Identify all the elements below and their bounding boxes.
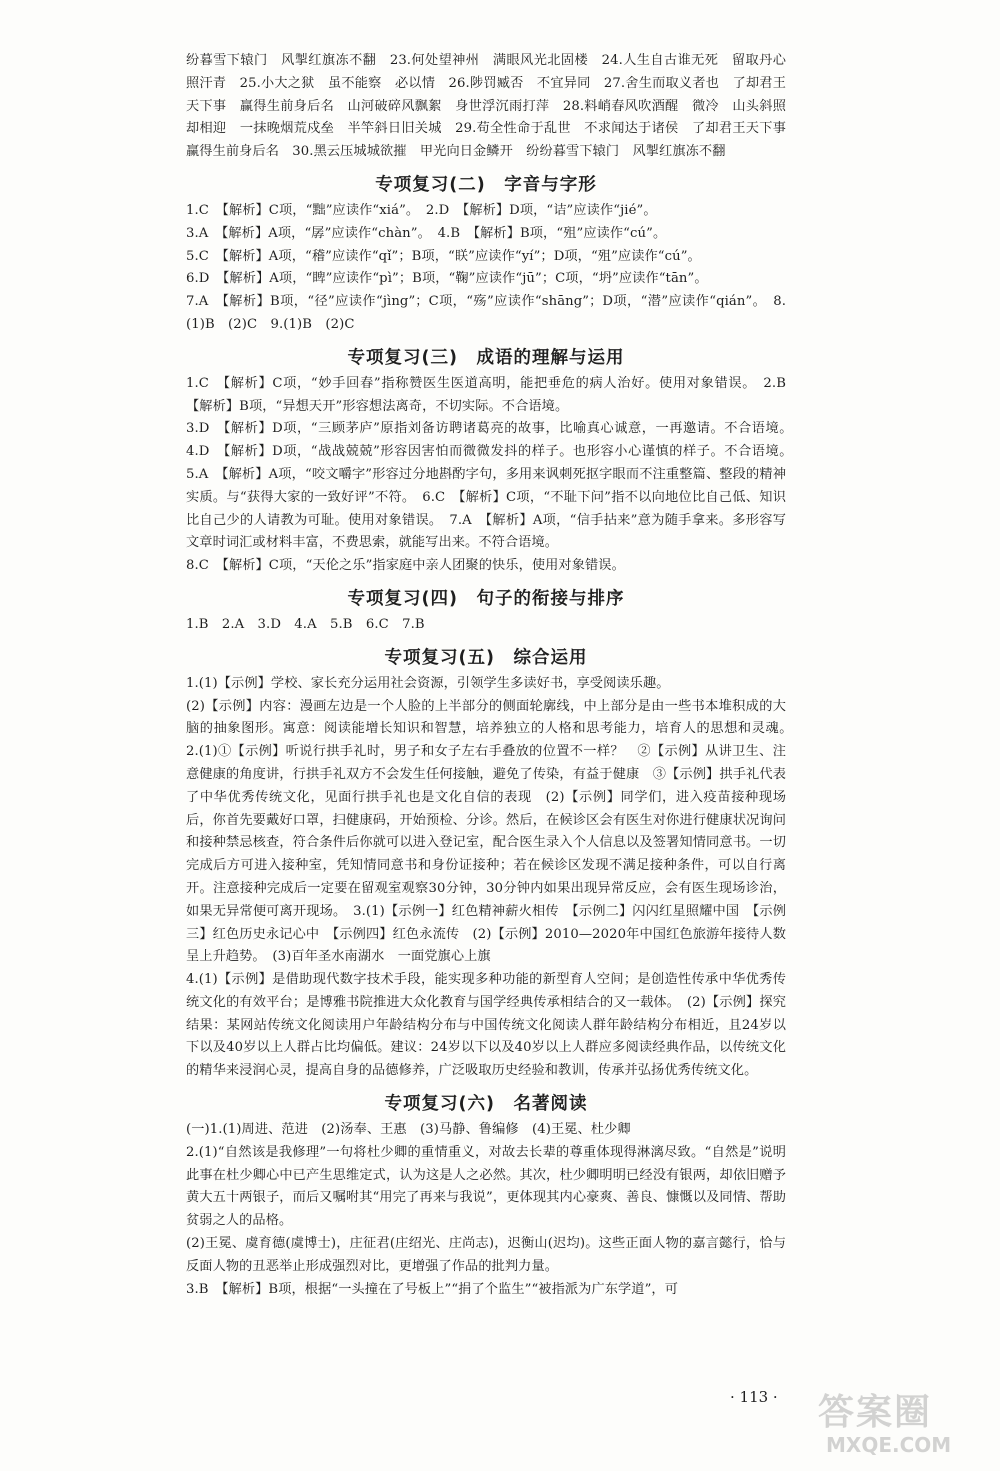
section-title: 专项复习(四) 句子的衔接与排序 bbox=[347, 588, 625, 609]
answer-paragraph: 1.C 【解析】C项，“妙手回春”指称赞医生医道高明，能把垂危的病人治好。使用对象错误。 2.B 【解析】B项，“异想天开”形容想法离奇，不切实际。不合语境。 bbox=[186, 375, 800, 414]
answer-paragraph: 1.(1)【示例】学校、家长充分运用社会资源，引领学生多读好书，享受阅读乐趣。 bbox=[186, 675, 670, 691]
section-5 bbox=[186, 644, 800, 1083]
section-6 bbox=[186, 1090, 786, 1301]
answer-paragraph: 8.C 【解析】C项，“天伦之乐”指家庭中亲人团聚的快乐，使用对象错误。 bbox=[186, 558, 625, 574]
section-title: 专项复习(三) 成语的理解与运用 bbox=[347, 347, 625, 368]
answer-paragraph: 1.C 【解析】C项，“黜”应读作“xiá”。 2.D 【解析】D项，“诘”应读作“jié”。 bbox=[186, 202, 657, 218]
section-title: 专项复习(五) 综合运用 bbox=[384, 647, 588, 668]
answer-paragraph: 5.C 【解析】A项，“稽”应读作“qǐ”；B项，“眹”应读作“yí”；D项，“殂”应读作“cú”。 bbox=[186, 248, 701, 264]
intro-paragraph: 纷暮雪下辕门 风掣红旗冻不翻 23.何处望神州 满眼风光北固楼 24.人生自古谁无死 留取丹心照汗青 25.小大之狱 虽不能察 必以情 26.陟罚臧否 不宜异同 27.舍生而取义者也 了却君王天下事 赢得生前身后名 山河破碎风飘絮 身世浮沉雨打萍 28.料峭春风吹酒醒 微冷 山头斜照却相迎 一抹晚烟荒戍垒 半竿斜日旧关城 29.苟全性命于乱世 不求闻达于诸侯 了却君王天下事 赢得生前身后名 30.黑云压城城欲摧 甲光向日金鳞开 纷纷暮雪下辕门 风掣红旗冻不翻 bbox=[186, 53, 800, 160]
page-number: · 113 · bbox=[730, 1388, 778, 1406]
section-3 bbox=[186, 344, 800, 578]
answer-paragraph: (一)1.(1)周进、范进 (2)汤奉、王惠 (3)马静、鲁编修 (4)王冕、杜少卿 bbox=[186, 1122, 631, 1138]
answer-paragraph: 1.B 2.A 3.D 4.A 5.B 6.C 7.B bbox=[186, 616, 425, 632]
answer-paragraph: 2.(1)“自然该是我修理”一句将杜少卿的重情重义，对故去长辈的尊重体现得淋漓尽致。“自然是”说明此事在杜少卿心中已产生思维定式，认为这是人之必然。其次，杜少卿明明已经没有银两，却依旧赠予黄大五十两银子，而后又嘱咐其“用完了再来与我说”，更体现其内心豪爽、善良、慷慨以及同情、帮助贫弱之人的品格。 bbox=[186, 1144, 786, 1229]
answer-paragraph: 3.A 【解析】A项，“孱”应读作“chàn”。 4.B 【解析】B项，“殂”应读作“cú”。 bbox=[186, 225, 667, 241]
section-4 bbox=[186, 585, 786, 637]
watermark-logo bbox=[818, 1393, 988, 1468]
answer-paragraph: 7.A 【解析】B项，“径”应读作“jìng”；C项，“殇”应读作“shāng”；D项，“潜”应读作“qián”。 8.(1)B (2)C 9.(1)B (2)C bbox=[186, 294, 786, 332]
answer-paragraph: 3.B 【解析】B项，根据“一头撞在了号板上”“捐了个监生”“被指派为广东学道”，可 bbox=[186, 1281, 679, 1297]
answer-paragraph: (2)【示例】内容：漫画左边是一个人脸的上半部分的侧面轮廓线，中上部分是由一些书本堆积成的大脑的抽象图形。寓意：阅读能增长知识和智慧，培养独立的人格和思考能力，培育人的思想和灵魂。 2.(1)①【示例】听说行拱手礼时，男子和女子左右手叠放的位置不一样？ ②【示例】从讲卫生、注意健康的角度讲，行拱手礼双方不会发生任何接触，避免了传染，有益于健康 ③【示例】拱手礼代表了中华优秀传统文化，见面行拱手礼也是文化自信的表现 (2)【示例】同学们，进入疫苗接种现场后，你首先要戴好口罩，扫健康码，开始预检、分诊。然后，在候诊区会有医生对你进行健康状况询问和接种禁忌核查，符合条件后你就可以进入登记室，配合医生录入个人信息以及签署知情同意书。一切完成后方可进入接种室，凭知情同意书和身份证接种；若在候诊区发现不满足接种条件，可以自行离开。注意接种完成后一定要在留观室观察30分钟，30分钟内如果出现异常反应，会有医生现场诊治，如果无异常便可离开现场。 3.(1)【示例一】红色精神薪火相传 【示例二】闪闪红星照耀中国 【示例三】红色历史永记心中 【示例四】红色永流传 (2)【示例】2010—2020年中国红色旅游年接待人数呈上升趋势。 (3)百年圣水南湖水 一面党旗心上旗 bbox=[186, 698, 800, 965]
answer-paragraph: (2)王冕、虞育德(虞博士)，庄征君(庄绍光、庄尚志)，迟衡山(迟均)。这些正面人物的嘉言懿行，恰与反面人物的丑恶举止形成强烈对比，更增强了作品的批判力量。 bbox=[186, 1236, 786, 1274]
watermark-url: MXQE.COM bbox=[826, 1433, 952, 1457]
section-title: 专项复习(二) 字音与字形 bbox=[375, 174, 597, 195]
page-content bbox=[186, 50, 800, 1301]
section-2 bbox=[186, 171, 786, 337]
section-title: 专项复习(六) 名著阅读 bbox=[384, 1094, 588, 1115]
answer-paragraph: 3.D 【解析】D项，“三顾茅庐”原指刘备访聘诸葛亮的故事，比喻真心诚意，一再邀请。不合语境。 4.D 【解析】D项，“战战兢兢”形容因害怕而微微发抖的样子。也形容小心谨慎的样子。不合语境。 5.A 【解析】A项，“咬文嚼字”形容过分地斟酌字句，多用来讽刺死抠字眼而不注重整篇、整段的精神实质。与“获得大家的一致好评”不符。 6.C 【解析】C项，“不耻下问”指不以向地位比自己低、知识比自己少的人请教为可耻。使用对象错误。 7.A 【解析】A项，“信手拈来”意为随手拿来。多形容写文章时词汇或材料丰富，不费思索，就能写出来。不符合语境。 bbox=[186, 421, 800, 551]
watermark-text: 答案圈 bbox=[818, 1392, 933, 1433]
answer-paragraph: 4.(1)【示例】是借助现代数字技术手段，能实现多种功能的新型育人空间；是创造性传承中华优秀传统文化的有效平台；是博雅书院推进大众化教育与国学经典传承相结合的又一载体。 (2)【示例】探究结果：某网站传统文化阅读用户年龄结构分布与中国传统文化阅读人群年龄结构分布相近，且24岁以下以及40岁以上人群占比均偏低。建议：24岁以下以及40岁以上人群应多阅读经典作品，以传统文化的精华来浸润心灵，提高自身的品德修养，广泛吸取历史经验和教训，传承并弘扬优秀传统文化。 bbox=[186, 972, 786, 1079]
answer-paragraph: 6.D 【解析】A项，“睥”应读作“pì”；B项，“鞠”应读作“jū”；C项，“坍”应读作“tān”。 bbox=[186, 271, 708, 287]
